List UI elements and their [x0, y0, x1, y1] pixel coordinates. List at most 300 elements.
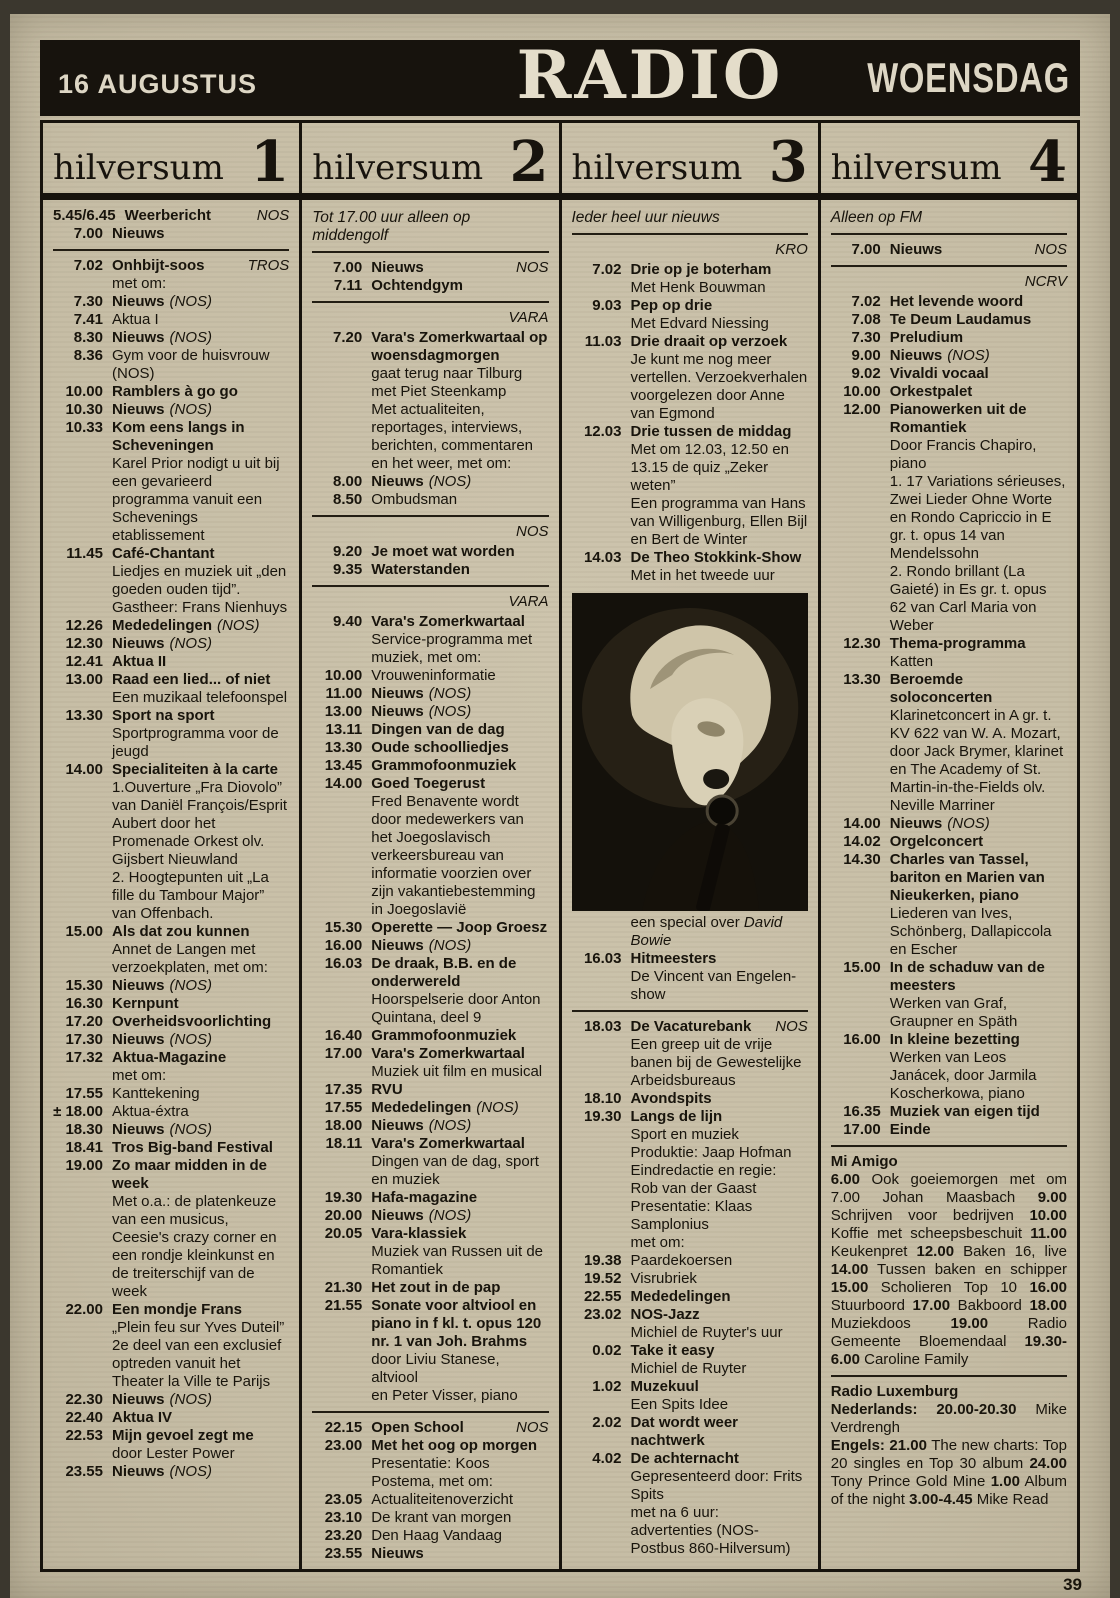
program-entry [53, 617, 289, 635]
entry-time: 14.00 [65, 761, 103, 778]
broadcaster-tag: NOS [256, 207, 290, 224]
entry-suffix: (NOS) [169, 1391, 213, 1408]
entry-title-line [371, 937, 548, 955]
entry-title-line [371, 1419, 548, 1437]
entry-time: 17.35 [324, 1081, 363, 1098]
program-entry [572, 297, 808, 333]
entry-title: Kom eens langs in Scheveningen [112, 419, 245, 454]
program-entry [53, 1391, 289, 1409]
entry-title-line [890, 241, 1067, 259]
entry-suffix: (NOS) [947, 815, 990, 832]
entry-body [112, 1301, 289, 1391]
entry-body [890, 401, 1067, 635]
entry-time: 23.02 [583, 1306, 622, 1323]
entry-time: 22.53 [65, 1427, 103, 1444]
program-entry [312, 775, 548, 919]
program-entry [831, 1103, 1067, 1121]
entry-title-line [112, 419, 289, 455]
program-entry [831, 383, 1067, 401]
program-entry [312, 473, 548, 491]
entry-title-line [371, 1117, 548, 1135]
entry-title-line [112, 311, 289, 329]
program-entry [312, 613, 548, 667]
entry-body [371, 1117, 548, 1135]
entry-body [112, 1139, 289, 1157]
entry-time: 9.02 [851, 365, 881, 382]
entry-time: 15.30 [65, 977, 103, 994]
entry-body [371, 1099, 548, 1117]
entry-title-line [631, 1414, 808, 1450]
entry-body [112, 1013, 289, 1031]
column-hilversum-2 [299, 123, 558, 1569]
entry-body [631, 1306, 808, 1342]
entry-title: Je moet wat worden [371, 543, 515, 560]
entry-time: 23.55 [324, 1545, 363, 1562]
entry-title-line [371, 1099, 548, 1117]
station-number: 3 [768, 129, 808, 195]
entry-time: 7.08 [851, 311, 881, 328]
entry-time: 16.00 [324, 937, 363, 954]
program-entry [312, 1545, 548, 1563]
entry-body [371, 721, 548, 739]
entry-desc: Hoorspelserie door Anton Quintana, deel 9 [371, 991, 541, 1026]
entry-desc: Liedjes en muziek uit „den goeden ouden tijd”. Gastheer: Frans Nienhuys [112, 563, 288, 616]
day-label: WOENSDAG [867, 54, 1070, 101]
entry-title: Nieuws [371, 1545, 424, 1562]
entry-body [112, 1031, 289, 1049]
entry-title: Operette — Joop Groesz [371, 919, 548, 936]
entry-body [890, 329, 1067, 347]
program-entry [312, 667, 548, 685]
network-tag: VARA [508, 309, 549, 326]
entry-title-line [125, 207, 290, 225]
program-entry [53, 977, 289, 995]
network-tag: NOS [515, 523, 549, 540]
entry-time: 7.00 [333, 259, 363, 276]
station-name: hilversum [312, 148, 484, 188]
entry-time: 23.00 [324, 1437, 363, 1454]
entry-title: Take it easy [630, 1342, 715, 1359]
program-entry [572, 1306, 808, 1342]
entry-title: Nieuws [371, 473, 424, 490]
broadcaster-tag: NOS [1034, 241, 1067, 258]
schedule-grid [40, 120, 1080, 1572]
program-entry [312, 1225, 548, 1279]
program-entry [53, 1427, 289, 1463]
program-entry [53, 653, 289, 671]
entry-body [371, 1225, 548, 1279]
program-entry [312, 1081, 548, 1099]
radio-title: RADIO [516, 36, 784, 114]
entry-time: 7.30 [851, 329, 881, 346]
column-divider [831, 1145, 1067, 1147]
entry-time: 21.55 [324, 1297, 363, 1314]
entry-title: Ochtendgym [371, 277, 463, 294]
entry-time: 14.03 [583, 549, 622, 566]
entry-body [371, 613, 548, 667]
program-entry [53, 707, 289, 761]
entry-title: De draak, B.B. en de onderwereld [371, 955, 517, 990]
program-entry [831, 329, 1067, 347]
program-entry [312, 919, 548, 937]
entry-title-line [371, 703, 548, 721]
entry-time: 12.00 [843, 401, 881, 418]
entry-body [371, 561, 548, 579]
entry-time: 7.20 [333, 329, 363, 346]
program-entry [53, 401, 289, 419]
entry-title: Open School [371, 1419, 464, 1436]
entry-body [890, 833, 1067, 851]
entry-title-line [371, 329, 548, 365]
entry-time: 12.03 [583, 423, 622, 440]
entry-time: 7.00 [851, 241, 881, 258]
entry-time: 19.52 [583, 1270, 622, 1287]
entry-time: 9.00 [851, 347, 881, 364]
entry-time: 15.00 [65, 923, 103, 940]
entry-body [631, 1414, 808, 1450]
entry-suffix: (NOS) [428, 473, 472, 490]
date-label: 16 AUGUSTUS [58, 69, 258, 99]
entry-title: Nieuws [889, 815, 943, 832]
david-bowie-photo [572, 593, 808, 911]
program-entry [53, 635, 289, 653]
entry-title-line [371, 1081, 548, 1099]
entry-title-line [371, 685, 548, 703]
entry-title-line [631, 333, 808, 351]
page-number: 39 [1063, 1575, 1082, 1594]
entry-title: Nieuws [112, 1463, 165, 1480]
program-entry [312, 937, 548, 955]
entry-time: 7.30 [73, 293, 103, 310]
entry-suffix: (NOS) [428, 1207, 472, 1224]
program-entry [831, 1121, 1067, 1139]
program-entry [53, 1463, 289, 1481]
entry-title-line [631, 1018, 808, 1036]
entry-time: 16.30 [65, 995, 103, 1012]
entry-desc: Werken van Leos Janácek, door Jarmila Koscherkowa, piano [889, 1049, 1037, 1102]
entry-body [112, 617, 289, 635]
program-entry [831, 671, 1067, 815]
entry-title: Aktua-Magazine [112, 1049, 227, 1066]
entry-suffix: (NOS) [169, 1031, 213, 1048]
entry-desc: Service-programma met muziek, met om: [371, 631, 533, 666]
column-body-2 [302, 200, 558, 1576]
entry-time: 23.55 [65, 1463, 103, 1480]
entry-title-line [371, 955, 548, 991]
entry-desc: Eindredactie en regie: Rob van der Gaast [630, 1162, 777, 1197]
entry-body [371, 1545, 548, 1563]
entry-time: 17.55 [65, 1085, 103, 1102]
entry-title: Kanttekening [112, 1085, 200, 1102]
entry-desc: Met Edvard Niessing [630, 315, 769, 332]
entry-time: 8.36 [73, 347, 103, 364]
entry-title-line [112, 1391, 289, 1409]
entry-time: 22.00 [65, 1301, 103, 1318]
entry-title: Aktua IV [112, 1409, 173, 1426]
entry-title: Pianowerken uit de Romantiek [889, 401, 1027, 436]
program-entry [53, 311, 289, 329]
entry-body [890, 671, 1067, 815]
entry-desc: Met actualiteiten, reportages, interviews, berichten, commentaren en het weer, met om: [371, 401, 533, 472]
entry-title-line [112, 923, 289, 941]
entry-title-line [890, 815, 1067, 833]
program-entry [53, 383, 289, 401]
entry-title: Avondspits [630, 1090, 712, 1107]
entry-time: 10.30 [65, 401, 103, 418]
program-entry [53, 1013, 289, 1031]
entry-title-line [371, 1297, 548, 1351]
entry-title-line [371, 721, 548, 739]
program-entry [53, 419, 289, 545]
entry-body [890, 1103, 1067, 1121]
entry-time: 14.00 [324, 775, 363, 792]
program-entry [312, 1437, 548, 1491]
entry-title-line [371, 739, 548, 757]
entry-suffix: (NOS) [217, 617, 260, 634]
entry-suffix: (NOS) [169, 1121, 213, 1138]
station-section [831, 1153, 1067, 1369]
entry-title: Muziek van eigen tijd [889, 1103, 1040, 1120]
column-divider [831, 1375, 1067, 1377]
entry-time: 1.02 [592, 1378, 622, 1395]
entry-title: Visrubriek [630, 1270, 697, 1287]
entry-title: Mijn gevoel zegt me [112, 1427, 254, 1444]
entry-desc: 1.Ouverture „Fra Diovolo” van Daniël François/Esprit Aubert door het Promenade Orkest olv. Gijsbert Nieuwland [112, 779, 288, 868]
entry-suffix: (NOS) [428, 1117, 472, 1134]
program-entry [53, 545, 289, 617]
section-text: 6.00 Ook goeiemorgen met om 7.00 Johan Maasbach 9.00 Schrijven voor bedrijven 10.00 Koffie met scheepsbeschuit 11.00 Keukenpret 12.00 Baken 16, live 14.00 Tussen baken en schipper 15.00 Scholieren Top 10 16.00 Stuurboord 17.00 Bakboord 18.00 Muziekdoos 19.00 Radio Gemeente Bloemendaal 19.30-6.00 Caroline Family [830, 1171, 1067, 1368]
entry-body [112, 419, 289, 545]
column-header-2 [302, 123, 558, 200]
entry-body [371, 473, 548, 491]
entry-body [890, 383, 1067, 401]
entry-title: Zo maar midden in de week [112, 1157, 268, 1192]
program-entry [312, 1135, 548, 1189]
entry-desc: Gepresenteerd door: Frits Spits [630, 1468, 803, 1503]
broadcaster-tag: NOS [515, 1419, 549, 1436]
entry-time: 12.41 [65, 653, 103, 670]
entry-title-line [631, 1378, 808, 1396]
entry-title-line [631, 1090, 808, 1108]
entry-desc: Een muzikaal telefoonspel [112, 689, 288, 706]
program-entry [53, 1157, 289, 1301]
column-divider [312, 1411, 548, 1413]
program-entry [572, 1252, 808, 1270]
entry-title-line [631, 1252, 808, 1270]
entry-time: 9.20 [333, 543, 363, 560]
entry-title-line [112, 635, 289, 653]
entry-body [890, 365, 1067, 383]
column-hilversum-1 [43, 123, 299, 1569]
program-entry [572, 1414, 808, 1450]
entry-desc: Met om 12.03, 12.50 en 13.15 de quiz „Zeker weten” [630, 441, 789, 494]
entry-desc: Fred Benavente wordt door medewerkers van het Joegoslavisch verkeersbureau van informatie voorzien over zijn vakantiebestemming in Joegoslavië [371, 793, 536, 918]
entry-title: Tros Big-band Festival [112, 1139, 273, 1156]
entry-title: Als dat zou kunnen [112, 923, 250, 940]
column-divider [312, 251, 548, 253]
program-entry [312, 685, 548, 703]
entry-time: 17.00 [843, 1121, 881, 1138]
column-hilversum-4 [818, 123, 1077, 1569]
entry-body [371, 329, 548, 473]
entry-title: Aktua-éxtra [112, 1103, 189, 1120]
entry-desc: Een greep uit de vrije banen bij de Gewestelijke Arbeidsbureaus [630, 1036, 802, 1089]
program-entry [53, 1301, 289, 1391]
entry-desc: Muziek uit film en musical [371, 1063, 543, 1080]
entry-body [371, 937, 548, 955]
entry-body [112, 1391, 289, 1409]
entry-body [112, 329, 289, 347]
entry-suffix: (NOS) [428, 685, 472, 702]
entry-body [631, 1378, 808, 1414]
entry-suffix: (NOS) [169, 977, 213, 994]
entry-desc: Katten [889, 653, 934, 670]
entry-title-line [631, 1342, 808, 1360]
program-entry [312, 955, 548, 1027]
entry-body [631, 1270, 808, 1288]
entry-time: 15.30 [324, 919, 363, 936]
station-number: 2 [509, 129, 549, 195]
program-entry [831, 1031, 1067, 1103]
entry-time: 7.02 [592, 261, 622, 278]
entry-title-line [371, 1437, 548, 1455]
entry-title-line [112, 1139, 289, 1157]
entry-title: Sport na sport [112, 707, 215, 724]
entry-title-line [890, 833, 1067, 851]
entry-time: 10.00 [324, 667, 363, 684]
entry-desc: Presentatie: Klaas Samplonius [630, 1198, 753, 1233]
entry-desc: 2. Hoogtepunten uit „La fille du Tambour Major” van Offenbach. [112, 869, 269, 922]
entry-body [890, 815, 1067, 833]
entry-title-line [371, 277, 548, 295]
entry-desc: De Vincent van Engelen-show [630, 968, 797, 1003]
entry-time: 7.02 [851, 293, 881, 310]
program-entry [312, 1279, 548, 1297]
entry-title-line [631, 1108, 808, 1126]
entry-title: Nieuws [889, 347, 943, 364]
program-entry [53, 329, 289, 347]
entry-title-line [371, 1509, 548, 1527]
program-entry [312, 721, 548, 739]
entry-title: Ramblers à go go [112, 383, 238, 400]
entry-time: 19.00 [65, 1157, 103, 1174]
entry-title: Preludium [889, 329, 964, 346]
entry-title-line [112, 383, 289, 401]
entry-desc: Met Henk Bouwman [630, 279, 766, 296]
entry-body [112, 347, 289, 383]
entry-title: Drie tussen de middag [630, 423, 792, 440]
entry-title-line [112, 1103, 289, 1121]
entry-time: 12.30 [65, 635, 103, 652]
entry-body [112, 1049, 289, 1085]
entry-title-line [112, 1463, 289, 1481]
column-body-3 [562, 200, 818, 1576]
entry-title-line [112, 761, 289, 779]
program-entry [312, 1045, 548, 1081]
entry-title: Orkestpalet [889, 383, 973, 400]
program-entry [572, 261, 808, 297]
program-entry [831, 959, 1067, 1031]
program-entry [53, 671, 289, 707]
entry-title-line [112, 617, 289, 635]
entry-title-line [371, 1189, 548, 1207]
entry-title: Nieuws [112, 1031, 165, 1048]
entry-title: Hitmeesters [630, 950, 717, 967]
program-entry [53, 995, 289, 1013]
entry-desc: Produktie: Jaap Hofman [630, 1144, 792, 1161]
program-entry [572, 1018, 808, 1090]
entry-title-line [890, 1103, 1067, 1121]
entry-time: 13.30 [843, 671, 881, 688]
entry-title: Vara's Zomerkwartaal [371, 1135, 525, 1152]
entry-title-line [112, 225, 289, 243]
station-number: 4 [1028, 129, 1067, 195]
entry-title: Mededelingen [371, 1099, 472, 1116]
entry-title: Waterstanden [371, 561, 470, 578]
entry-time: 4.02 [592, 1450, 622, 1467]
program-entry [53, 1409, 289, 1427]
entry-title: In de schaduw van de meesters [889, 959, 1045, 994]
entry-desc: Liederen van Ives, Schönberg, Dallapiccola en Escher [889, 905, 1052, 958]
entry-title-line [890, 311, 1067, 329]
entry-desc: Karel Prior nodigt u uit bij een gevarieerd programma vanuit een Schevenings etablissement [112, 455, 280, 544]
program-entry [572, 1108, 808, 1252]
entry-title-line [112, 1013, 289, 1031]
entry-title-line [112, 995, 289, 1013]
section-text: Nederlands: 20.00-20.30 Mike Verdrengh [830, 1401, 1067, 1436]
entry-title: Nieuws [371, 259, 424, 276]
entry-body [112, 1427, 289, 1463]
entry-title: Het levende woord [889, 293, 1024, 310]
entry-desc: Een programma van Hans van Willigenburg, Ellen Bijl en Bert de Winter [630, 495, 808, 548]
entry-title: Actualiteitenoverzicht [371, 1491, 513, 1508]
entry-title: Het zout in de pap [371, 1279, 501, 1296]
entry-body [112, 995, 289, 1013]
entry-time: 18.03 [583, 1018, 622, 1035]
entry-body [631, 1342, 808, 1378]
entry-body [631, 549, 808, 585]
entry-title-line [371, 1207, 548, 1225]
program-entry [53, 1139, 289, 1157]
entry-time: 19.30 [583, 1108, 622, 1125]
program-entry [312, 739, 548, 757]
entry-time: 7.41 [73, 311, 103, 328]
entry-title-line [631, 1288, 808, 1306]
entry-title-line [631, 261, 808, 279]
entry-title: Hafa-magazine [371, 1189, 478, 1206]
entry-desc: Annet de Langen met verzoekplaten, met om: [112, 941, 268, 976]
entry-body [631, 297, 808, 333]
program-entry [53, 257, 289, 293]
entry-body [371, 1081, 548, 1099]
entry-body [631, 1090, 808, 1108]
entry-time: 0.02 [592, 1342, 622, 1359]
entry-title: Met het oog op morgen [371, 1437, 538, 1454]
entry-time: 14.02 [843, 833, 881, 850]
entry-title-line [371, 1279, 548, 1297]
program-entry [572, 1378, 808, 1414]
entry-desc: Muziek van Russen uit de Romantiek [371, 1243, 544, 1278]
entry-desc: met om: [630, 1234, 685, 1251]
program-entry [831, 833, 1067, 851]
entry-time: 13.45 [324, 757, 363, 774]
entry-time: 10.33 [65, 419, 103, 436]
entry-title: Vrouweninformatie [371, 667, 496, 684]
entry-desc: Michiel de Ruyter [630, 1360, 747, 1377]
entry-body [112, 225, 289, 243]
entry-body [371, 1045, 548, 1081]
entry-body [112, 977, 289, 995]
